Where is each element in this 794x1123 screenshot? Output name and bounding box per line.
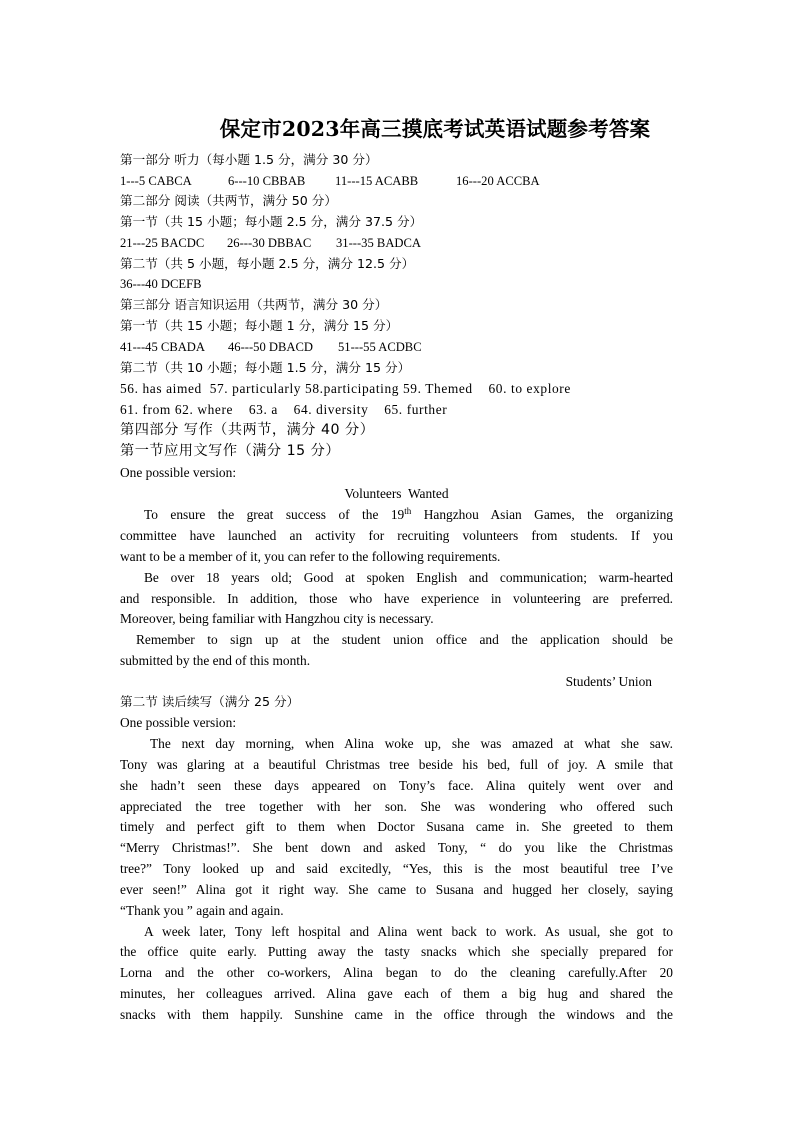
- part3-header: 第三部分 语言知识运用（共两节，满分 30 分）: [120, 297, 388, 312]
- essay1-line: and responsible. In addition, those who have experience in volunteering are preferred.: [120, 591, 673, 606]
- essay1-line-text: Remember to sign up at the student union office and the application should be: [136, 632, 673, 647]
- essay2-line: tree?” Tony looked up and said excitedly, “Yes, this is the most beautiful tree I’ve: [120, 861, 673, 876]
- part4-section1-header: 第一节应用文写作（满分 15 分）: [120, 443, 341, 459]
- answer-group: 11---15 ACABB: [335, 174, 419, 188]
- answer-group: 1---5 CABCA: [120, 174, 192, 188]
- answer-group: 31---35 BADCA: [336, 236, 422, 250]
- essay1-line-text: Be over 18 years old; Good at spoken English and communication; warm-hearted: [144, 570, 673, 585]
- part1-header: 第一部分 听力（每小题 1.5 分，满分 30 分）: [120, 152, 378, 167]
- answer-group: 16---20 ACCBA: [456, 174, 540, 188]
- essay1-heading: Volunteers Wanted: [344, 486, 449, 501]
- page-title: [0, 116, 794, 142]
- part3-section2-answers-line2: 61. from 62. where 63. a 64. diversity 65. further: [120, 402, 448, 417]
- ordinal-suffix: th: [404, 506, 412, 516]
- essay2-line: timely and perfect gift to them when Doctor Susana came in. She greeted to them: [120, 819, 673, 834]
- part4-section2-header: 第二节 读后续写（满分 25 分）: [120, 694, 300, 709]
- essay2-line: [120, 734, 673, 754]
- essay1-line: submitted by the end of this month.: [120, 653, 311, 668]
- part1-answers: [120, 171, 540, 191]
- essay2-line: the office quite early. Putting away the tasty snacks which she specially prepared for: [120, 944, 673, 959]
- part2-section1-header: 第一节（共 15 小题；每小题 2.5 分，满分 37.5 分）: [120, 214, 423, 229]
- essay2-line: Tony was glaring at a beautiful Christmas tree beside his bed, full of joy. A smile that: [120, 757, 673, 772]
- part2-section2-header: 第二节（共 5 小题，每小题 2.5 分，满分 12.5 分）: [120, 256, 415, 271]
- essay2-line: Lorna and the other co-workers, Alina began to do the cleaning carefully.After 20: [120, 965, 673, 980]
- essay1-line-b: Hangzhou Asian Games, the organizing: [411, 507, 673, 522]
- part4-header: 第四部分 写作（共两节，满分 40 分）: [120, 422, 375, 438]
- essay1-line: want to be a member of it, you can refer to the following requirements.: [120, 549, 501, 564]
- essay1-line: [120, 568, 673, 588]
- part3-section2-answers-line1: 56. has aimed 57. particularly 58.participating 59. Themed 60. to explore: [120, 381, 571, 396]
- answer-group: 6---10 CBBAB: [228, 174, 306, 188]
- essay1-line-a: To ensure the great success of the 19: [144, 507, 405, 522]
- answer-group: 21---25 BACDC: [120, 236, 205, 250]
- part2-header: 第二部分 阅读（共两节，满分 50 分）: [120, 193, 337, 208]
- essay2-line-text: A week later, Tony left hospital and Alina went back to work. As usual, she got to: [144, 924, 673, 939]
- essay2-line: “Thank you ” again and again.: [120, 903, 284, 918]
- essay1-line: [120, 505, 673, 525]
- part3-section1-answers: [120, 337, 422, 357]
- possible-version-label: One possible version:: [120, 465, 237, 480]
- part2-section1-answers: [120, 233, 421, 253]
- essay1-line: committee have launched an activity for recruiting volunteers from students. If you: [120, 528, 673, 543]
- part3-section1-header: 第一节（共 15 小题；每小题 1 分，满分 15 分）: [120, 318, 399, 333]
- answer-group: 36---40 DCEFB: [120, 277, 202, 291]
- part3-section2-header: 第二节（共 10 小题；每小题 1.5 分，满分 15 分）: [120, 360, 411, 375]
- essay2-line: appreciated the tree together with her son. She was wondering who offered such: [120, 799, 673, 814]
- essay2-line: minutes, her colleagues arrived. Alina gave each of them a big hug and shared the: [120, 986, 673, 1001]
- essay2-line-text: The next day morning, when Alina woke up, she was amazed at what she saw.: [150, 736, 673, 751]
- essay1-signature: Students’ Union: [565, 674, 652, 689]
- possible-version-label: One possible version:: [120, 715, 237, 730]
- essay1-line: [120, 630, 673, 650]
- answer-group: 26---30 DBBAC: [227, 236, 312, 250]
- page-title-text: 保定市2023年高三摸底考试英语试题参考答案: [219, 117, 651, 141]
- answer-group: 46---50 DBACD: [228, 340, 314, 354]
- essay2-line: [120, 922, 673, 942]
- essay2-line: snacks with them happily. Sunshine came in the office through the windows and the: [120, 1007, 673, 1022]
- essay2-line: ever seen!” Alina got it right way. She came to Susana and hugged her closely, saying: [120, 882, 673, 897]
- answer-group: 51---55 ACDBC: [338, 340, 422, 354]
- essay2-line: she hadn’t seen these days appeared on Tony’s face. Alina quitely went over and: [120, 778, 673, 793]
- essay2-line: “Merry Christmas!”. She bent down and asked Tony, “ do you like the Christmas: [120, 840, 673, 855]
- essay1-line: Moreover, being familiar with Hangzhou city is necessary.: [120, 611, 434, 626]
- part2-section2-answers: [120, 274, 202, 294]
- answer-group: 41---45 CBADA: [120, 340, 206, 354]
